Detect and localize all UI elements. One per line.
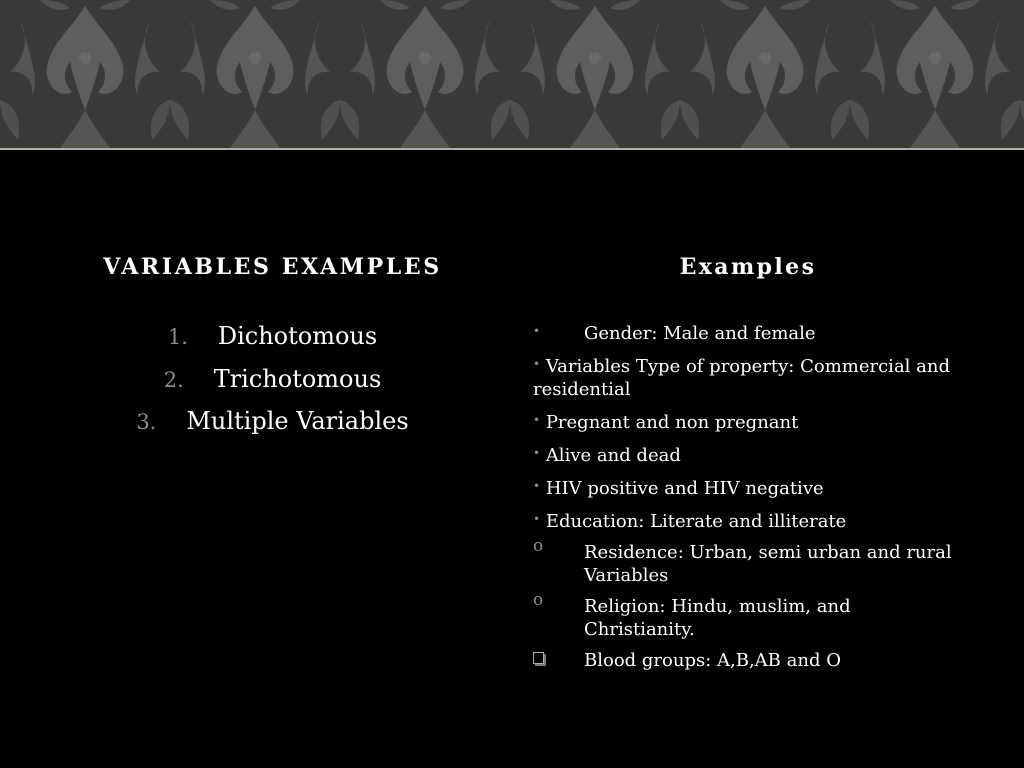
list-item	[533, 322, 963, 345]
damask-banner	[0, 0, 1024, 148]
list-item	[60, 407, 485, 450]
list-item	[533, 442, 963, 467]
right-title: Examples	[679, 254, 817, 280]
list-item-text: Pregnant and non pregnant	[545, 412, 799, 433]
bullet-dot-icon: •	[533, 446, 541, 460]
bullet-dot-icon: •	[533, 479, 541, 493]
list-item-text: Dichotomous	[217, 322, 378, 350]
list-item-text: Variables Type of property: Commercial and residential	[533, 356, 950, 400]
damask-pattern	[0, 0, 1024, 148]
list-item	[533, 649, 963, 672]
list-item-text: Blood groups: A,B,AB and O	[584, 650, 841, 671]
list-item	[533, 536, 963, 587]
list-item-text: HIV positive and HIV negative	[545, 478, 824, 499]
left-title: VARIABLES EXAMPLES	[103, 254, 442, 280]
list-item-text: Trichotomous	[213, 364, 382, 393]
banner-divider	[0, 148, 1024, 150]
list-number: 3.	[136, 410, 157, 434]
list-item-text: Alive and dead	[545, 445, 681, 466]
list-item-text: Multiple Variables	[186, 407, 409, 435]
list-item-text: Gender: Male and female	[584, 323, 816, 344]
bullet-circle-icon: o	[533, 536, 544, 556]
numbered-list	[60, 322, 485, 450]
bullet-list	[533, 322, 963, 672]
list-item	[533, 409, 963, 434]
list-item	[533, 353, 963, 401]
bullet-dot-icon: •	[533, 324, 541, 338]
list-item	[533, 508, 963, 533]
list-number: 1.	[167, 325, 188, 349]
checkbox-icon	[533, 652, 544, 664]
list-item	[60, 322, 485, 365]
list-item	[60, 365, 485, 408]
bullet-dot-icon: •	[533, 357, 541, 371]
list-item-text: Residence: Urban, semi urban and rural Variables	[584, 542, 952, 586]
list-item	[533, 475, 963, 500]
bullet-dot-icon: •	[533, 413, 541, 427]
list-item-text: Education: Literate and illiterate	[545, 511, 847, 532]
bullet-circle-icon: o	[533, 590, 544, 610]
bullet-dot-icon: •	[533, 512, 541, 526]
list-number: 2.	[163, 367, 184, 392]
list-item	[533, 590, 963, 641]
list-item-text: Religion: Hindu, muslim, and Christianity.	[584, 596, 851, 640]
